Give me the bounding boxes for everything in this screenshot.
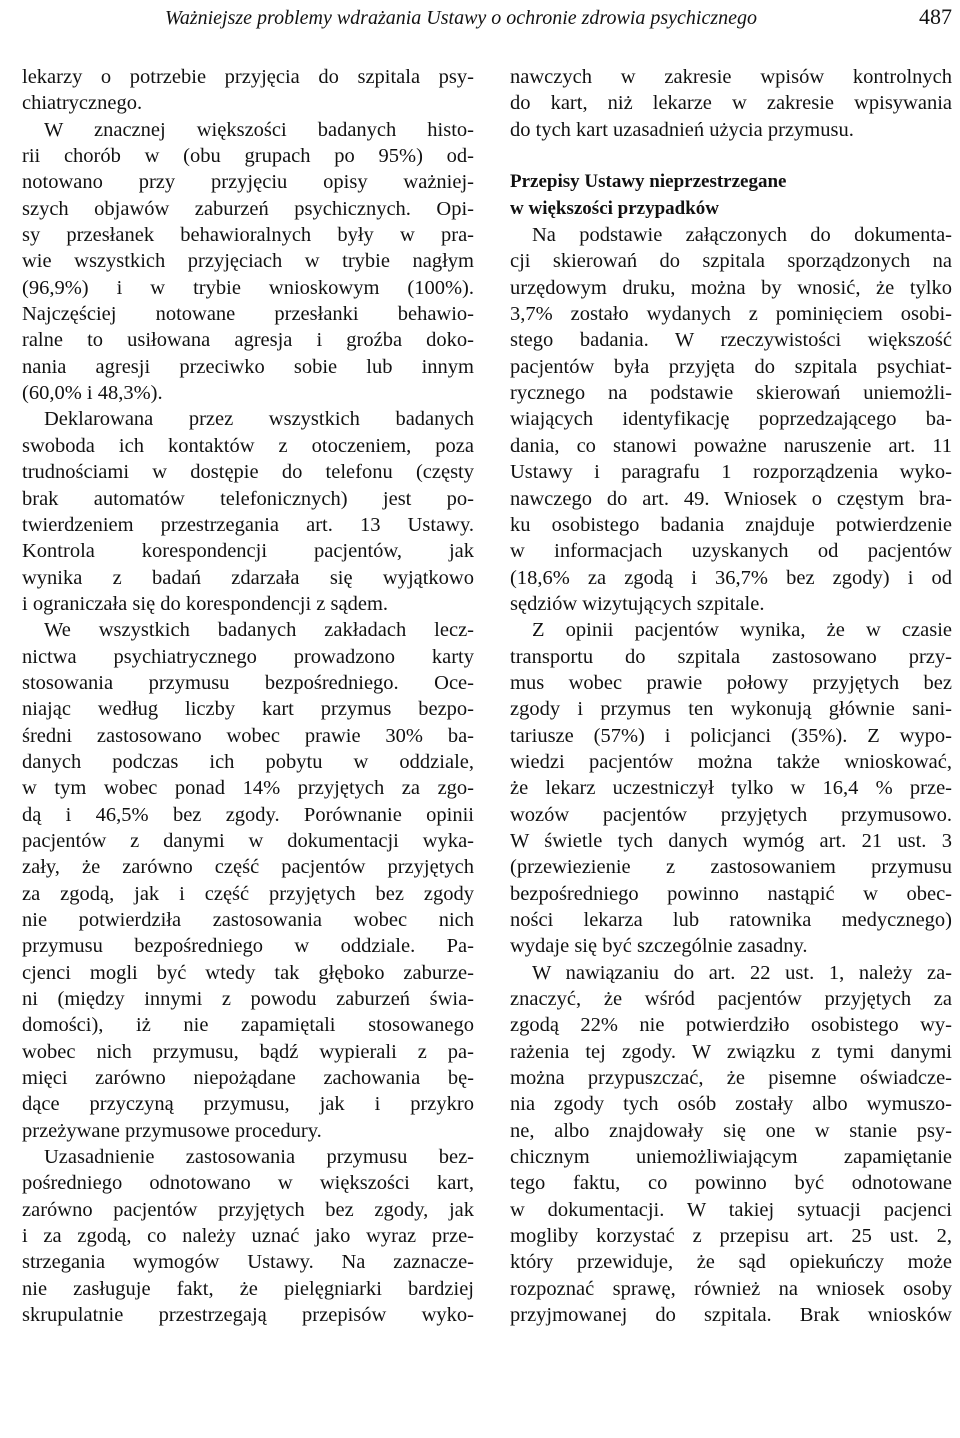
text-line: wydaje się być szczególnie zasadny. [510,935,808,958]
right-column [510,64,952,1329]
text-line: chicznym uniemożliwiającym zapamiętanie [510,1146,952,1169]
text-line: zgodą 22% nie potwierdziło osobistego wy- [510,1014,952,1037]
text-line: mogliby korzystać z przepisu art. 25 ust. 2, [510,1225,952,1248]
text-line: niając według liczby kart przymus bezpo- [22,698,474,721]
text-line: stosowania przymusu bezpośredniego. Oce- [22,671,474,694]
text-line: twierdzeniem przestrzegania art. 13 Ustawy. [22,513,474,536]
paragraph-start-line: W znacznej większości badanych histo- [44,118,474,141]
text-line: w tym wobec ponad 14% przyjętych za zgo- [22,777,474,800]
text-line: nia zgody tych osób zostały albo wymuszo- [510,1093,952,1116]
text-line: chiatrycznego. [22,92,143,115]
text-line: strzegania wymogów Ustawy. Na zaznacze- [22,1251,474,1274]
text-line: transportu do szpitala zastosowano przy- [510,645,952,668]
text-line: znaczyć, że wśród pacjentów przyjętych za [510,988,952,1011]
text-line: tego faktu, co powinno być odnotowane [510,1172,952,1195]
text-line: w informacjach uzyskanych od pacjentów [510,540,952,563]
paragraph-start-line: We wszystkich badanych zakładach lecz- [44,619,474,642]
text-line: 3,7% zostało wydanych z pominięciem osobi- [510,303,952,326]
text-line: szych objawów zaburzeń psychicznych. Opi- [22,197,474,220]
text-line: zały, że zarówno część pacjentów przyjętych [22,856,474,879]
text-line: skrupulatnie przestrzegają przepisów wyko- [22,1304,474,1327]
text-line: który przewiduje, że sąd opiekuńczy może [510,1251,952,1274]
text-line: pośredniego odnotowano w większości kart, [22,1172,474,1195]
section-heading: w większości przypadków [510,197,720,219]
text-line: ralne to usiłowana agresja i groźba doko- [22,329,474,352]
text-line: nie zasługuje fakt, że pielęgniarki bardziej [22,1277,474,1300]
text-line: do tych kart uzasadnień użycia przymusu. [510,118,854,141]
text-line: mięci zarówno niepożądane zachowania bę- [22,1067,474,1090]
text-line: można przypuszczać, że pisemne oświadcze- [510,1067,952,1090]
text-line: wiedzi pacjentów można także wnioskować, [510,750,952,773]
text-line: pacjentów z danymi w dokumentacji wyka- [22,829,474,852]
text-line: przymusu bezpośredniego w oddziale. Pa- [22,935,474,958]
text-line: cji skierowań do szpitala sporządzonych na [510,250,952,273]
text-line: średni zastosowano wobec prawie 30% ba- [22,724,474,747]
left-column [22,64,474,1329]
text-line: zgody i przymus ten wykonują głównie sani- [510,698,952,721]
text-line: nawczych w zakresie wpisów kontrolnych [510,66,952,88]
text-line: nawczego do art. 49. Wniosek o częstym bra- [510,487,952,510]
text-line: (60,0% i 48,3%). [22,382,163,405]
text-line: bezpośredniego powinno nastąpić w obec- [510,882,952,905]
text-line: Najczęściej notowane przesłanki behawio- [22,303,474,326]
text-line: zarówno pacjentów przyjętych bez zgody, jak [22,1198,474,1221]
text-line: dące przyczyną przymusu, jak i przykro [22,1093,474,1116]
text-line: przyjmowanej do szpitala. Brak wniosków [510,1304,952,1327]
text-line: tariusze (57%) i policjanci (35%). Z wypo- [510,724,952,747]
text-line: (przewiezienie z zastosowaniem przymusu [510,856,952,879]
text-line: rozpoznać sprawę, również na wniosek osoby [510,1277,952,1300]
text-line: (96,9%) i w trybie wnioskowym (100%). [22,276,474,299]
text-line: wobec nich przymusu, bądź wypierali z pa- [22,1040,474,1063]
text-line: (18,6% za zgodą i 36,7% bez zgody) i od [510,566,952,589]
text-line: lekarzy o potrzebie przyjęcia do szpitala psy- [22,66,474,88]
text-line: wozów pacjentów przyjętych przymusowo. [510,803,952,826]
text-line: domości), iż nie zapamiętali stosowanego [22,1014,474,1037]
text-line: notowano przy przyjęciu opisy ważniej- [22,171,474,194]
text-line: Kontrola korespondencji pacjentów, jak [22,540,474,563]
running-header [0,0,960,40]
paragraph-start-line: Uzasadnienie zastosowania przymusu bez- [44,1146,474,1169]
text-line: przeżywane przymusowe procedury. [22,1119,322,1142]
text-line: wynika z badań zdarzała się wyjątkowo [22,566,474,589]
text-line: ne, albo znajdowały się one w stanie psy- [510,1119,952,1142]
text-line: że lekarz uczestniczył tylko w 16,4 % prze- [510,777,952,800]
section-heading: Przepisy Ustawy nieprzestrzegane [510,171,787,193]
text-line: ni (między innymi z powodu zaburzeń świa- [22,988,474,1011]
text-line: nie potwierdziła zastosowania wobec nich [22,909,474,931]
text-line: dania, co stanowi poważne naruszenie art. 11 [510,434,952,457]
text-line: ności lekarza lub ratownika medycznego) [510,909,952,931]
paragraph-start-line: Z opinii pacjentów wynika, że w czasie [532,619,952,642]
text-line: W świetle tych danych wymóg art. 21 ust. 3 [510,829,952,852]
text-line: rażenia tej zgody. W związku z tymi danymi [510,1040,952,1063]
text-line: rycznego na podstawie skierowań uniemożli- [510,382,952,405]
text-line: i za zgodą, co należy uznać jako wyraz prze- [22,1225,474,1248]
text-line: do kart, niż lekarze w zakresie wpisywania [510,92,952,115]
text-line: w dokumentacji. W takiej sytuacji pacjenci [510,1198,952,1221]
text-line: nictwa psychiatrycznego prowadzono karty [22,645,474,668]
text-line: wie wszystkich przyjęciach w trybie nagłym [22,250,474,273]
text-line: ku osobistego badania znajduje potwierdzenie [510,513,952,536]
text-line: stego badania. W rzeczywistości większość [510,329,952,352]
page-number: 487 [919,4,952,29]
text-line: Ustawy i paragrafu 1 rozporządzenia wyko- [510,461,952,484]
text-line: sędziów wizytujących szpitale. [510,592,765,615]
text-line: dą i 46,5% bez zgody. Porównanie opinii [22,803,474,826]
text-line: swoboda ich kontaktów z otoczeniem, poza [22,434,474,457]
text-line: i ograniczała się do korespondencji z sądem. [22,592,389,615]
text-line: za zgodą, jak i część przyjętych bez zgody [22,882,474,905]
text-line: sy przesłanek behawioralnych były w pra- [22,224,474,247]
text-line: urzędowym druku, można by wnosić, że tylko [510,276,952,299]
text-line: nania agresji przeciwko sobie lub innym [22,355,474,378]
text-line: brak automatów telefonicznych) jest po- [22,487,474,510]
paragraph-start-line: Na podstawie załączonych do dokumenta- [532,224,952,247]
section-gap [510,143,952,169]
text-line: trudnościami w dostępie do telefonu (częsty [22,461,474,484]
paragraph-start-line: W nawiązaniu do art. 22 ust. 1, należy za- [532,961,952,984]
paragraph-start-line: Deklarowana przez wszystkich badanych [44,408,474,431]
text-line: danych podczas ich pobytu w oddziale, [22,750,474,773]
running-title: Ważniejsze problemy wdrażania Ustawy o ochronie zdrowia psychicznego [165,7,758,29]
text-line: mus wobec prawie połowy przyjętych bez [510,671,952,694]
text-line: rii chorób w (obu grupach po 95%) od- [22,145,474,168]
text-line: cjenci mogli być wtedy tak głęboko zaburze- [22,961,474,984]
text-line: pacjentów była przyjęta do szpitala psychiat- [510,355,952,378]
text-line: wiających identyfikację poprzedzającego ba- [510,408,952,431]
